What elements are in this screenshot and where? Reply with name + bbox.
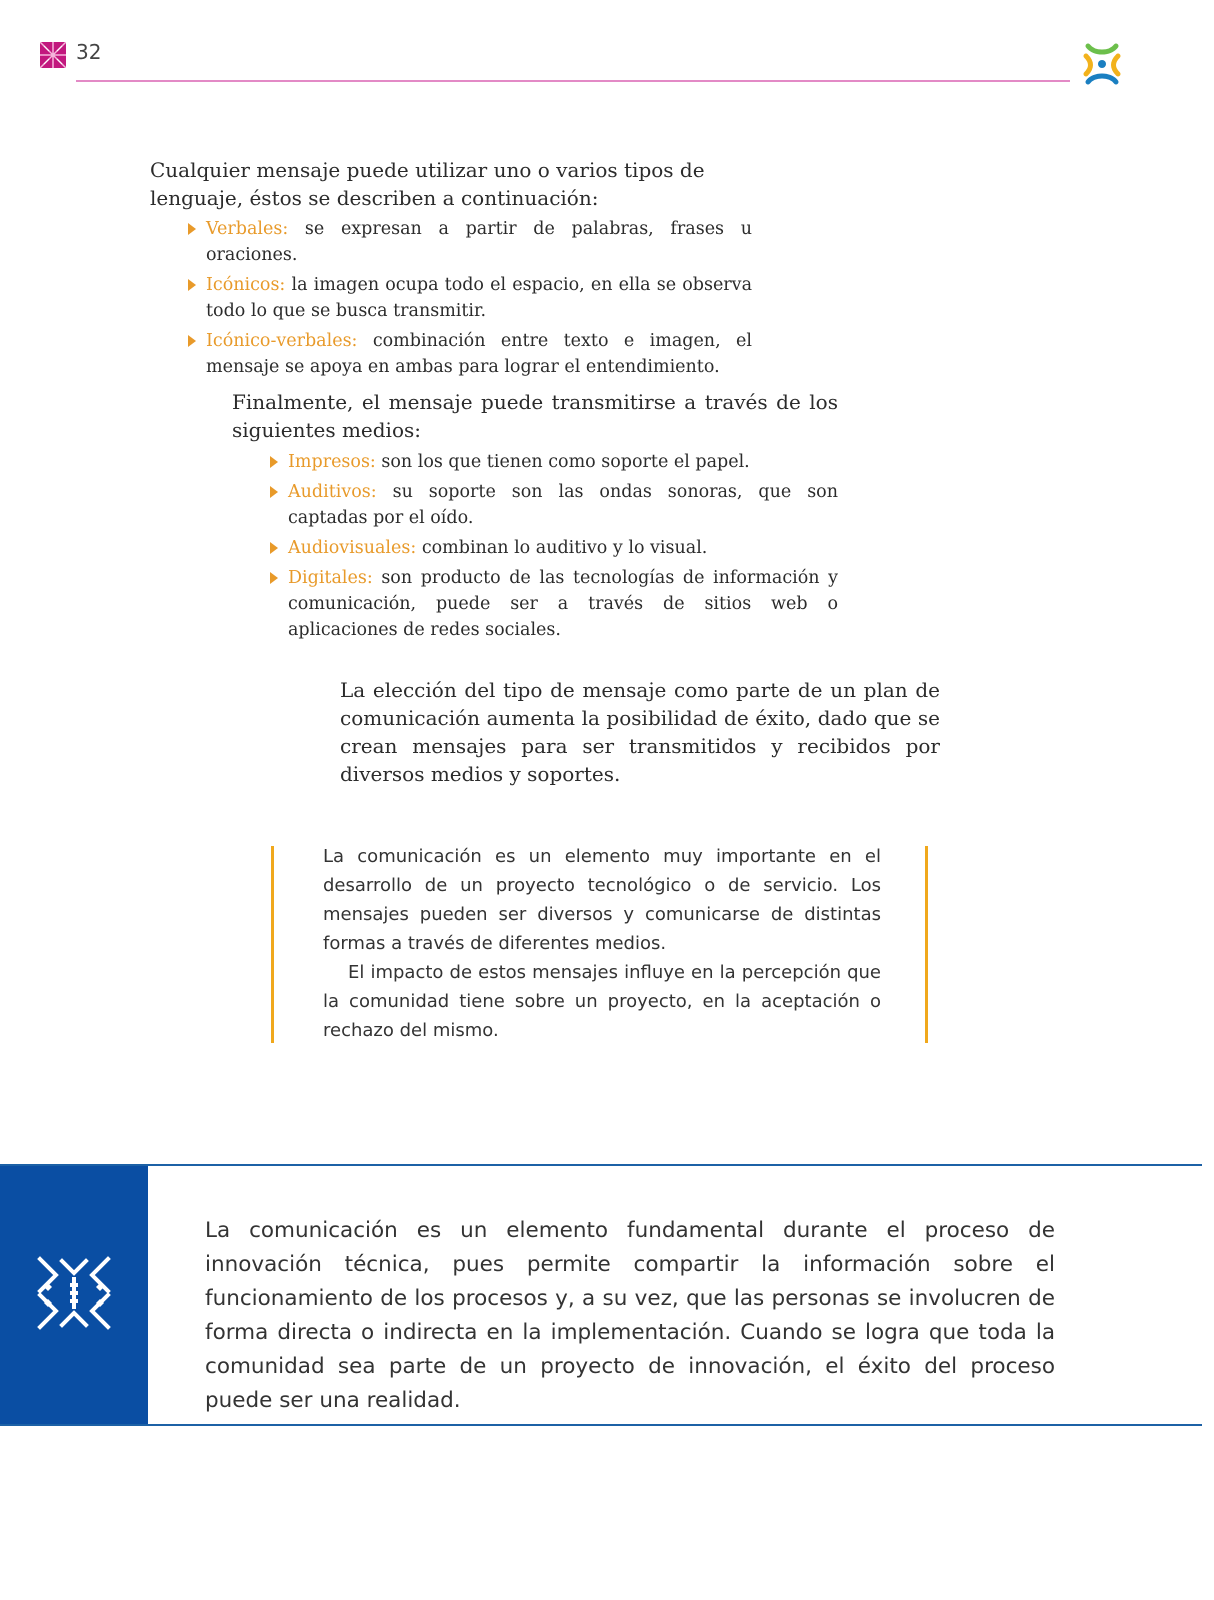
list-text: su soporte son las ondas sonoras, que son captadas por el oído. <box>288 482 838 528</box>
bullet-arrow-icon <box>270 572 278 584</box>
list-text: se expresan a partir de palabras, frases u oraciones. <box>206 219 752 265</box>
list-term: Icónicos: <box>206 275 286 295</box>
bullet-arrow-icon <box>188 223 196 235</box>
decorative-pattern-icon <box>40 42 66 68</box>
bullet-arrow-icon <box>188 335 196 347</box>
list-text: son los que tienen como soporte el papel. <box>375 452 750 472</box>
list-text: la imagen ocupa todo el espacio, en ella se observa todo lo que se busca transmitir. <box>206 275 752 321</box>
list-item <box>268 479 838 531</box>
band-bottom-rule <box>0 1424 1202 1426</box>
bullet-arrow-icon <box>270 486 278 498</box>
list-text: combinan lo auditivo y lo visual. <box>416 538 708 558</box>
list-item <box>186 216 752 268</box>
list-term: Verbales: <box>206 219 289 239</box>
highlight-paragraph: La comunicación es un elemento muy importante en el desarrollo de un proyecto tecnológico o de servicio. Los mensajes pueden ser diversos y comunicarse de distintas formas a través de diferentes medios. <box>323 846 881 954</box>
media-paragraph: Finalmente, el mensaje puede transmitirse a través de los siguientes medios: <box>232 390 838 442</box>
list-term: Audiovisuales: <box>288 538 417 558</box>
list-item <box>186 328 752 380</box>
media-list <box>268 449 838 647</box>
list-item <box>268 535 838 561</box>
list-term: Impresos: <box>288 452 376 472</box>
bullet-arrow-icon <box>188 279 196 291</box>
list-item <box>268 565 838 643</box>
list-text: combinación entre texto e imagen, el mensaje se apoya en ambas para lograr el entendimiento. <box>206 331 752 377</box>
highlight-paragraph: El impacto de estos mensajes influye en la percepción que la comunidad tiene sobre un proyecto, en la aceptación o rechazo del mismo. <box>323 962 881 1041</box>
highlight-box-left-bar <box>271 846 274 1043</box>
highlight-box <box>323 842 881 1045</box>
list-text: son producto de las tecnologías de información y comunicación, puede ser a través de sitios web o aplicaciones de redes sociales. <box>288 568 838 640</box>
band-top-rule <box>0 1164 1202 1166</box>
bullet-arrow-icon <box>270 456 278 468</box>
list-term: Auditivos: <box>288 482 377 502</box>
language-types-list <box>186 216 752 384</box>
conclusion-paragraph: La elección del tipo de mensaje como parte de un plan de comunicación aumenta la posibilidad de éxito, dado que se crean mensajes para ser transmitidos y recibidos por diversos medios y soportes. <box>340 678 940 786</box>
bullet-arrow-icon <box>270 542 278 554</box>
page-number: 32 <box>76 40 102 64</box>
highlight-box-right-bar <box>925 846 928 1043</box>
band-paragraph: La comunicación es un elemento fundamental durante el proceso de innovación técnica, pues permite compartir la información sobre el funcionamiento de los procesos y, a su vez, que las personas se involucren de forma directa o indirecta en la implementación. Cuando se logra que toda la comunidad sea parte de un proyecto de innovación, el éxito del proceso puede ser una realidad. <box>205 1218 1055 1413</box>
list-item <box>186 272 752 324</box>
list-term: Icónico-verbales: <box>206 331 358 351</box>
header-divider <box>76 80 1070 82</box>
woven-pattern-icon <box>36 1255 112 1331</box>
intro-paragraph: Cualquier mensaje puede utilizar uno o varios tipos de lenguaje, éstos se describen a continuación: <box>150 158 705 210</box>
list-term: Digitales: <box>288 568 373 588</box>
list-item <box>268 449 838 475</box>
program-logo-icon <box>1078 40 1126 88</box>
